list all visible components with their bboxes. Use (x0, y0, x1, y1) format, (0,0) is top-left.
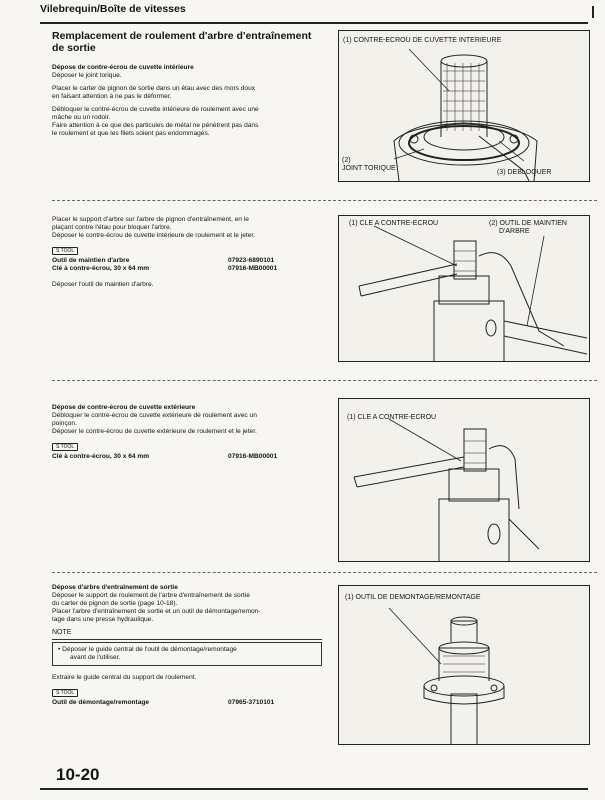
tool-name: Clé à contre-écrou, 30 x 64 mm (52, 265, 150, 272)
step2-para1c: Déposer le contre-écrou de cuvette intérieure de roulement et le jeter. (52, 232, 256, 239)
tool-row (52, 265, 312, 273)
step1-text (52, 64, 327, 138)
step1-para3b: mâche ou un rodoir. (52, 114, 111, 121)
figure-disassembly-tool (338, 585, 590, 745)
note-rule (52, 639, 322, 640)
step1-para4b: le roulement et que les filets soient pas endommagés. (52, 130, 210, 137)
figure-callout: (2) OUTIL DE MAINTIEN (489, 220, 567, 227)
footer-rule (40, 788, 588, 790)
bearing-housing-illustration (339, 31, 589, 181)
step1-para2b: en faisant attention à ne pas le déformer. (52, 93, 172, 100)
tool-name: Clé à contre-écrou, 30 x 64 mm (52, 453, 150, 460)
special-tool-badge: S TOOL (52, 247, 78, 255)
shaft-holder-illustration (339, 216, 589, 361)
section-title: Remplacement de roulement d'arbre d'entraînement de sortie (52, 30, 312, 54)
step4-text (52, 584, 327, 707)
step2-para1a: Placer le support d'arbre sur l'arbre de pignon d'entraînement, en le (52, 216, 249, 223)
section-divider (52, 572, 597, 573)
step3-heading: Dépose de contre-écrou de cuvette extérieure (52, 404, 196, 411)
page-number: 10-20 (56, 765, 100, 784)
tool-row (52, 453, 312, 461)
tool-number: 07965-3710101 (228, 699, 275, 706)
tool-name: Outil de maintien d'arbre (52, 257, 130, 264)
note-line1: • Déposer le guide central de l'outil de démontage/remontage (58, 646, 237, 653)
step4-para1a: Déposer le support de roulement de l'arbre d'entraînement de sortie (52, 592, 250, 599)
figure-callout: (1) CLE A CONTRE-ECROU (347, 414, 437, 421)
step1-line1: Déposer le joint torique. (52, 72, 122, 79)
tool-row (52, 699, 312, 707)
tool-number: 07916-MB00001 (228, 265, 278, 272)
figure-inner-locknut (338, 30, 590, 182)
tool-row (52, 257, 312, 265)
step4-para1d: tage dans une presse hydraulique. (52, 616, 154, 623)
step2-after: Déposer l'outil de maintien d'arbre. (52, 281, 154, 288)
step1-para3a: Débloquer le contre-écrou de cuvette intérieure de roulement avec une (52, 106, 259, 113)
step4-para1b: du carter de pignon de sortie (page 10-18). (52, 600, 178, 607)
page-header: Vilebrequin/Boîte de vitesses (40, 3, 186, 15)
step4-after: Extraire le guide central du support de roulement. (52, 674, 197, 681)
special-tool-badge: S TOOL (52, 443, 78, 451)
figure-callout: (1) CONTRE-ECROU DE CUVETTE INTERIEURE (343, 37, 502, 44)
figure-callout: (1) OUTIL DE DEMONTAGE/REMONTAGE (345, 594, 481, 601)
step2-text (52, 216, 327, 289)
figure-callout: D'ARBRE (499, 228, 530, 235)
step4-para1c: Placer l'arbre d'entraînement de sortie et un outil de démontage/remon- (52, 608, 261, 615)
section-divider (52, 380, 597, 381)
figure-callout: (2) (342, 157, 351, 164)
step1-para2a: Placer le carter de pignon de sortie dans un étau avec des mors doux (52, 85, 256, 92)
step3-para1a: Débloquer le contre-écrou de cuvette extérieure de roulement avec un (52, 412, 257, 419)
header-rule (40, 22, 588, 24)
figure-callout: (3) DEBLOQUER (497, 169, 552, 176)
step4-heading: Dépose d'arbre d'entraînement de sortie (52, 584, 178, 591)
tool-name: Outil de démontage/remontage (52, 699, 150, 706)
figure-callout: JOINT TORIQUE (342, 165, 396, 172)
outer-locknut-illustration (339, 399, 589, 561)
tool-number: 07923-6890101 (228, 257, 275, 264)
figure-callout: (1) CLE A CONTRE-ECROU (349, 220, 439, 227)
special-tool-badge: S TOOL (52, 689, 78, 697)
figure-outer-locknut (338, 398, 590, 562)
disassembly-tool-illustration (339, 586, 589, 744)
section-divider (52, 200, 597, 201)
note-line2: avant de l'utiliser. (70, 654, 121, 661)
step1-para4a: Faire attention à ce que des particules de métal ne pénètrent pas dans (52, 122, 259, 129)
step3-text (52, 404, 327, 461)
step1-heading: Dépose de contre-écrou de cuvette intérieure (52, 64, 194, 71)
step3-para1b: poinçon. (52, 420, 77, 427)
tool-number: 07916-MB00001 (228, 453, 278, 460)
figure-shaft-holder (338, 215, 590, 362)
step3-para1c: Déposer le contre-écrou de cuvette extérieure de roulement et le jeter. (52, 428, 257, 435)
note-label: NOTE (52, 629, 72, 636)
corner-mark (592, 6, 594, 18)
step2-para1b: plaçant contre l'étau pour bloquer l'arbre. (52, 224, 172, 231)
note-box (52, 642, 322, 666)
